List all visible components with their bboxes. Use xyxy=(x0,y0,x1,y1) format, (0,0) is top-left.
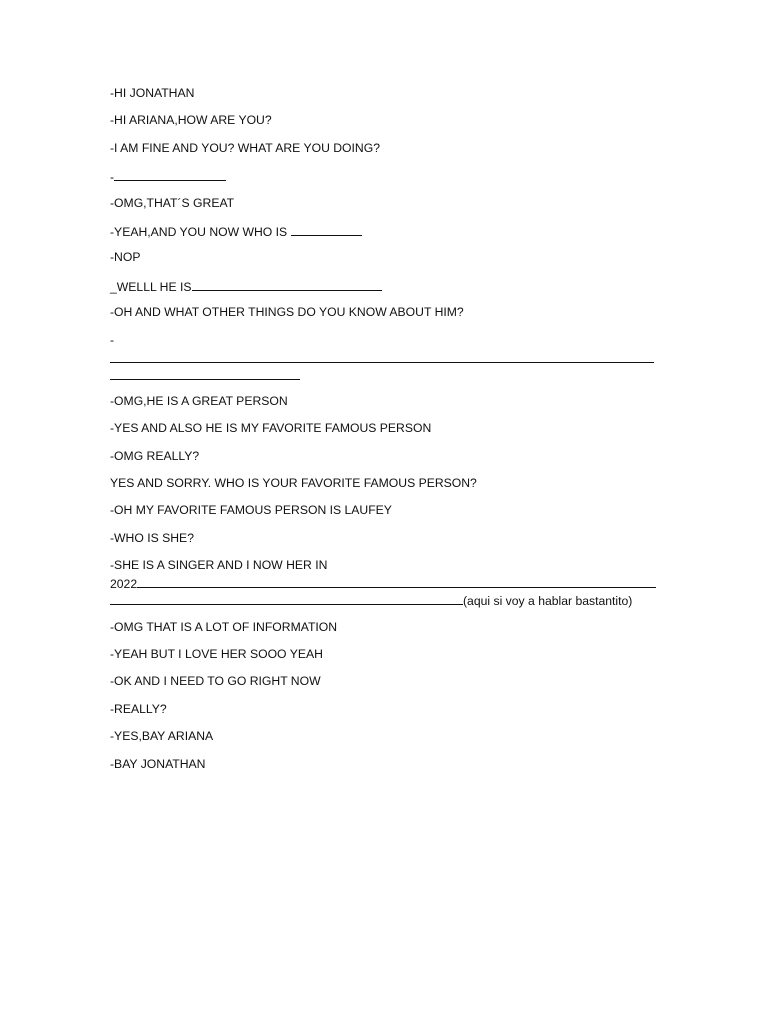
dialogue-line: YES AND SORRY. WHO IS YOUR FAVORITE FAMOUS PERSON? xyxy=(110,476,477,491)
fill-in-blank xyxy=(110,349,654,363)
dialogue-line-blank: -YEAH,AND YOU NOW WHO IS xyxy=(110,222,656,239)
dialogue-line: -OMG THAT IS A LOT OF INFORMATION xyxy=(110,619,338,634)
fill-in-blank-row xyxy=(110,366,656,383)
dialogue-line: -NOP xyxy=(110,250,141,265)
dialogue-line: -REALLY? xyxy=(110,701,167,716)
dialogue-line: -OK AND I NEED TO GO RIGHT NOW xyxy=(110,674,321,689)
dialogue-text xyxy=(110,85,656,783)
dialogue-line: -HI ARIANA,HOW ARE YOU? xyxy=(110,113,272,128)
side-note: (aqui si voy a hablar bastantito) xyxy=(463,594,633,609)
fill-in-blank xyxy=(110,591,463,605)
fill-in-blank xyxy=(114,167,226,181)
dialogue-line: -YEAH BUT I LOVE HER SOOO YEAH xyxy=(110,647,323,662)
dialogue-line: -BAY JONATHAN xyxy=(110,756,206,771)
dialogue-line-blank: _WELLL HE IS xyxy=(110,277,656,294)
dialogue-line-blank: - xyxy=(110,332,115,347)
fill-in-blank xyxy=(291,222,362,236)
dialogue-line: -YES,BAY ARIANA xyxy=(110,729,214,744)
fill-in-blank-row xyxy=(110,349,656,366)
dialogue-line: -WHO IS SHE? xyxy=(110,530,194,545)
dialogue-line: -OH AND WHAT OTHER THINGS DO YOU KNOW ABOUT HIM? xyxy=(110,305,464,320)
dialogue-line-blank xyxy=(110,591,656,608)
dialogue-line: -I AM FINE AND YOU? WHAT ARE YOU DOING? xyxy=(110,140,380,155)
fill-in-blank xyxy=(192,277,382,291)
dialogue-line-blank: - xyxy=(110,167,656,184)
fill-in-blank xyxy=(137,574,656,588)
dialogue-line: -YES AND ALSO HE IS MY FAVORITE FAMOUS PERSON xyxy=(110,421,432,436)
dialogue-line: -OMG,HE IS A GREAT PERSON xyxy=(110,393,288,408)
dialogue-line: -SHE IS A SINGER AND I NOW HER IN xyxy=(110,558,328,573)
dialogue-line: -HI JONATHAN xyxy=(110,86,195,100)
dialogue-line: -OMG,THAT´S GREAT xyxy=(110,195,235,210)
fill-in-blank xyxy=(110,366,300,380)
dialogue-line: -OH MY FAVORITE FAMOUS PERSON IS LAUFEY xyxy=(110,503,392,518)
dialogue-line-blank: 2022 xyxy=(110,574,656,591)
dialogue-line: -OMG REALLY? xyxy=(110,448,200,463)
